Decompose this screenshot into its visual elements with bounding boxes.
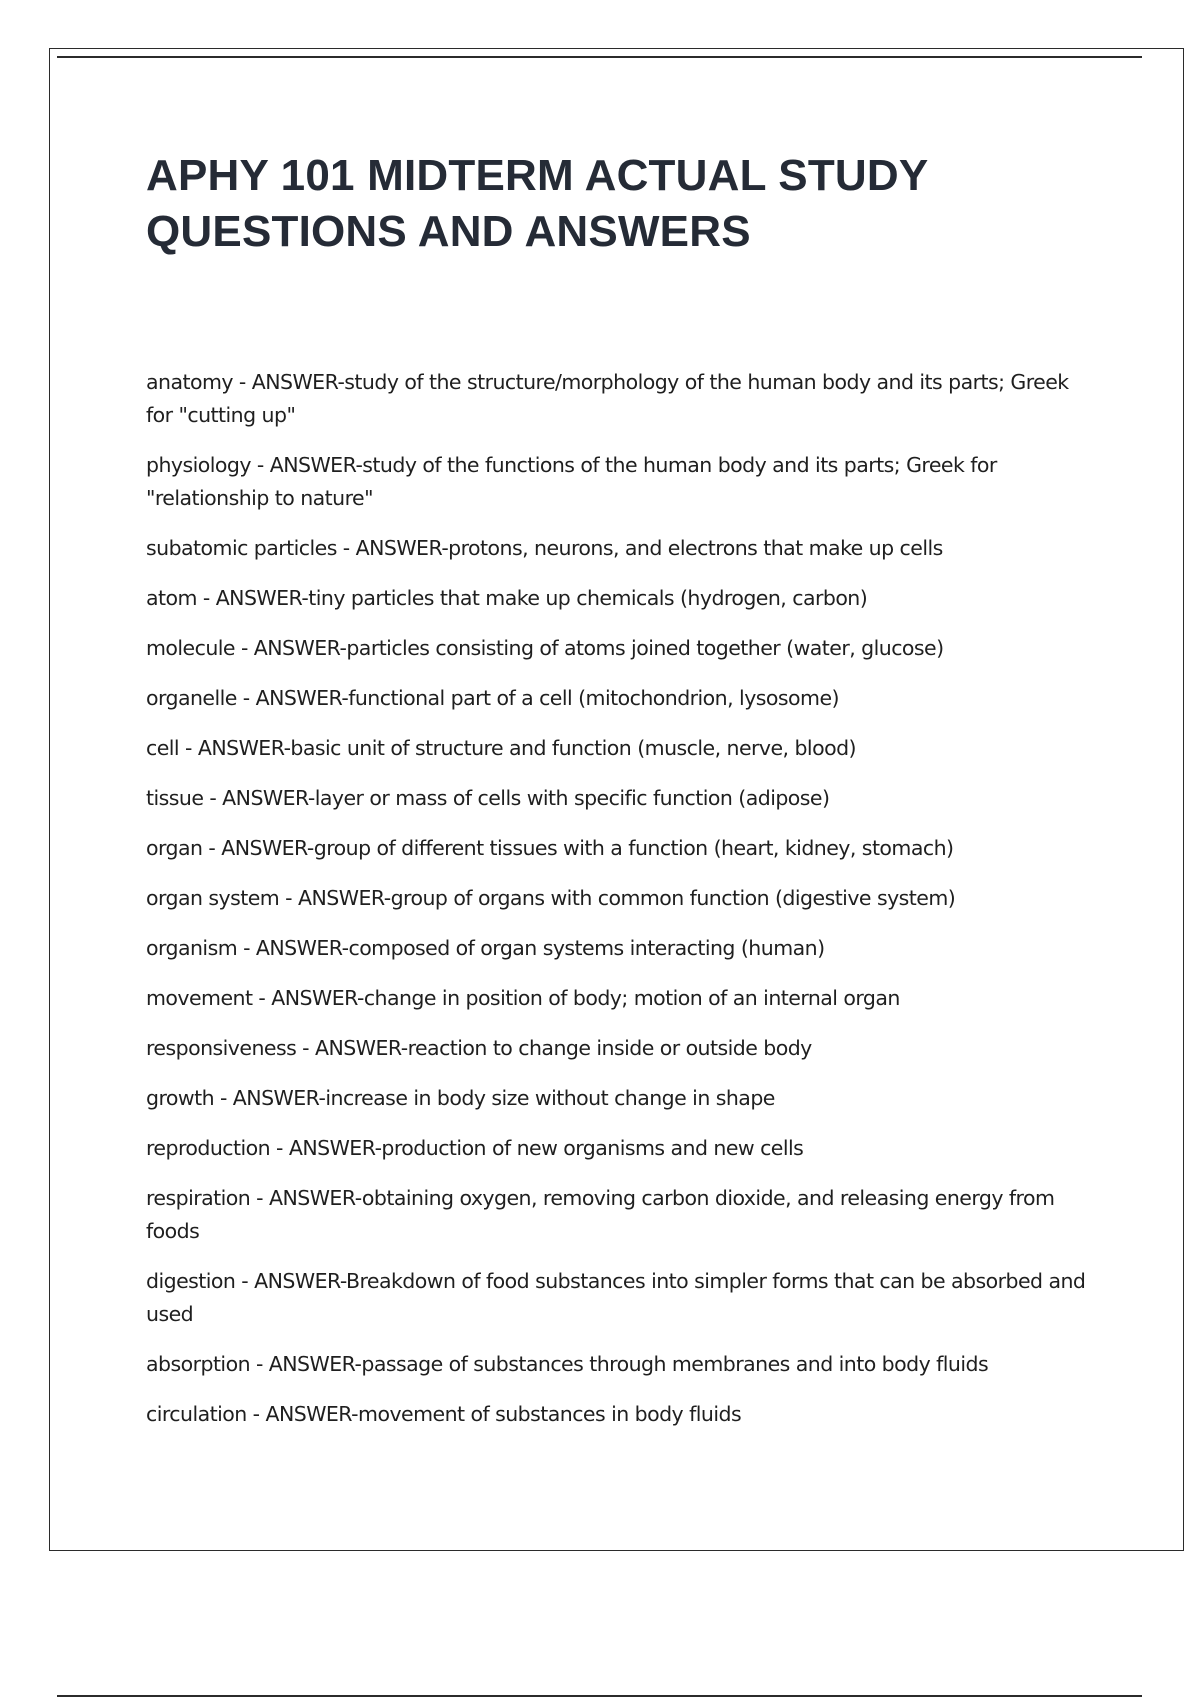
- qa-term: physiology: [146, 453, 251, 477]
- qa-term: movement: [146, 986, 253, 1010]
- qa-item: [146, 1032, 1101, 1065]
- qa-list: [146, 366, 1101, 1448]
- qa-item: [146, 1182, 1101, 1248]
- qa-separator: - ANSWER-: [336, 536, 449, 560]
- qa-item: [146, 1348, 1101, 1381]
- qa-item: [146, 532, 1101, 565]
- qa-term: anatomy: [146, 370, 233, 394]
- qa-answer: group of different tissues with a function (heart, kidney, stomach): [313, 836, 954, 860]
- qa-term: digestion: [146, 1269, 236, 1293]
- qa-separator: - ANSWER-: [179, 736, 291, 760]
- qa-separator: - ANSWER-: [250, 453, 363, 477]
- qa-term: organ: [146, 836, 203, 860]
- qa-answer: Breakdown of food substances into simpler forms that can be absorbed and used: [146, 1269, 1086, 1326]
- qa-separator: - ANSWER-: [235, 1269, 346, 1293]
- qa-answer: protons, neurons, and electrons that make up cells: [448, 536, 943, 560]
- qa-item: [146, 782, 1101, 815]
- qa-item: [146, 1398, 1101, 1431]
- qa-answer: study of the structure/morphology of the human body and its parts; Greek for "cutting up": [146, 370, 1069, 427]
- qa-separator: - ANSWER-: [232, 370, 345, 394]
- qa-item: [146, 582, 1101, 615]
- qa-term: subatomic particles: [146, 536, 337, 560]
- qa-item: [146, 682, 1101, 715]
- qa-answer: change in position of body; motion of an internal organ: [363, 986, 900, 1010]
- qa-separator: - ANSWER-: [196, 586, 309, 610]
- qa-separator: - ANSWER-: [246, 1402, 359, 1426]
- qa-answer: composed of organ systems interacting (human): [348, 936, 825, 960]
- qa-separator: - ANSWER-: [202, 836, 314, 860]
- qa-item: [146, 366, 1101, 432]
- qa-term: tissue: [146, 786, 204, 810]
- qa-answer: passage of substances through membranes and into body fluids: [361, 1352, 989, 1376]
- qa-item: [146, 732, 1101, 765]
- bottom-rule: [57, 1695, 1142, 1697]
- qa-item: [146, 449, 1101, 515]
- qa-term: reproduction: [146, 1136, 271, 1160]
- qa-term: respiration: [146, 1186, 251, 1210]
- qa-answer: functional part of a cell (mitochondrion, lysosome): [348, 686, 839, 710]
- qa-answer: production of new organisms and new cells: [381, 1136, 804, 1160]
- qa-separator: - ANSWER-: [250, 1186, 362, 1210]
- qa-term: circulation: [146, 1402, 247, 1426]
- qa-item: [146, 632, 1101, 665]
- qa-separator: - ANSWER-: [250, 1352, 362, 1376]
- document-title: APHY 101 MIDTERM ACTUAL STUDY QUESTIONS AND ANSWERS: [146, 151, 928, 256]
- qa-separator: - ANSWER-: [214, 1086, 326, 1110]
- qa-item: [146, 832, 1101, 865]
- qa-separator: - ANSWER-: [203, 786, 315, 810]
- qa-term: molecule: [146, 636, 235, 660]
- qa-term: atom: [146, 586, 197, 610]
- qa-term: cell: [146, 736, 180, 760]
- qa-separator: - ANSWER-: [270, 1136, 382, 1160]
- qa-answer: basic unit of structure and function (muscle, nerve, blood): [290, 736, 856, 760]
- qa-separator: - ANSWER-: [279, 886, 391, 910]
- qa-answer: movement of substances in body fluids: [358, 1402, 742, 1426]
- qa-separator: - ANSWER-: [237, 936, 349, 960]
- qa-term: responsiveness: [146, 1036, 297, 1060]
- qa-separator: - ANSWER-: [235, 636, 347, 660]
- qa-item: [146, 1132, 1101, 1165]
- qa-answer: group of organs with common function (digestive system): [390, 886, 956, 910]
- qa-item: [146, 982, 1101, 1015]
- qa-separator: - ANSWER-: [236, 686, 349, 710]
- qa-answer: study of the functions of the human body and its parts; Greek for "relationship to nature": [146, 453, 997, 510]
- qa-term: organ system: [146, 886, 280, 910]
- qa-answer: obtaining oxygen, removing carbon dioxide, and releasing energy from foods: [146, 1186, 1055, 1243]
- qa-answer: increase in body size without change in shape: [325, 1086, 775, 1110]
- qa-answer: layer or mass of cells with specific function (adipose): [314, 786, 830, 810]
- top-rule: [57, 56, 1142, 58]
- qa-term: organism: [146, 936, 238, 960]
- qa-answer: tiny particles that make up chemicals (hydrogen, carbon): [308, 586, 868, 610]
- qa-item: [146, 932, 1101, 965]
- qa-item: [146, 882, 1101, 915]
- qa-separator: - ANSWER-: [252, 986, 364, 1010]
- qa-term: growth: [146, 1086, 215, 1110]
- qa-term: absorption: [146, 1352, 251, 1376]
- qa-separator: - ANSWER-: [296, 1036, 408, 1060]
- qa-item: [146, 1082, 1101, 1115]
- qa-item: [146, 1265, 1101, 1331]
- qa-answer: reaction to change inside or outside body: [407, 1036, 812, 1060]
- qa-answer: particles consisting of atoms joined together (water, glucose): [346, 636, 944, 660]
- qa-term: organelle: [146, 686, 237, 710]
